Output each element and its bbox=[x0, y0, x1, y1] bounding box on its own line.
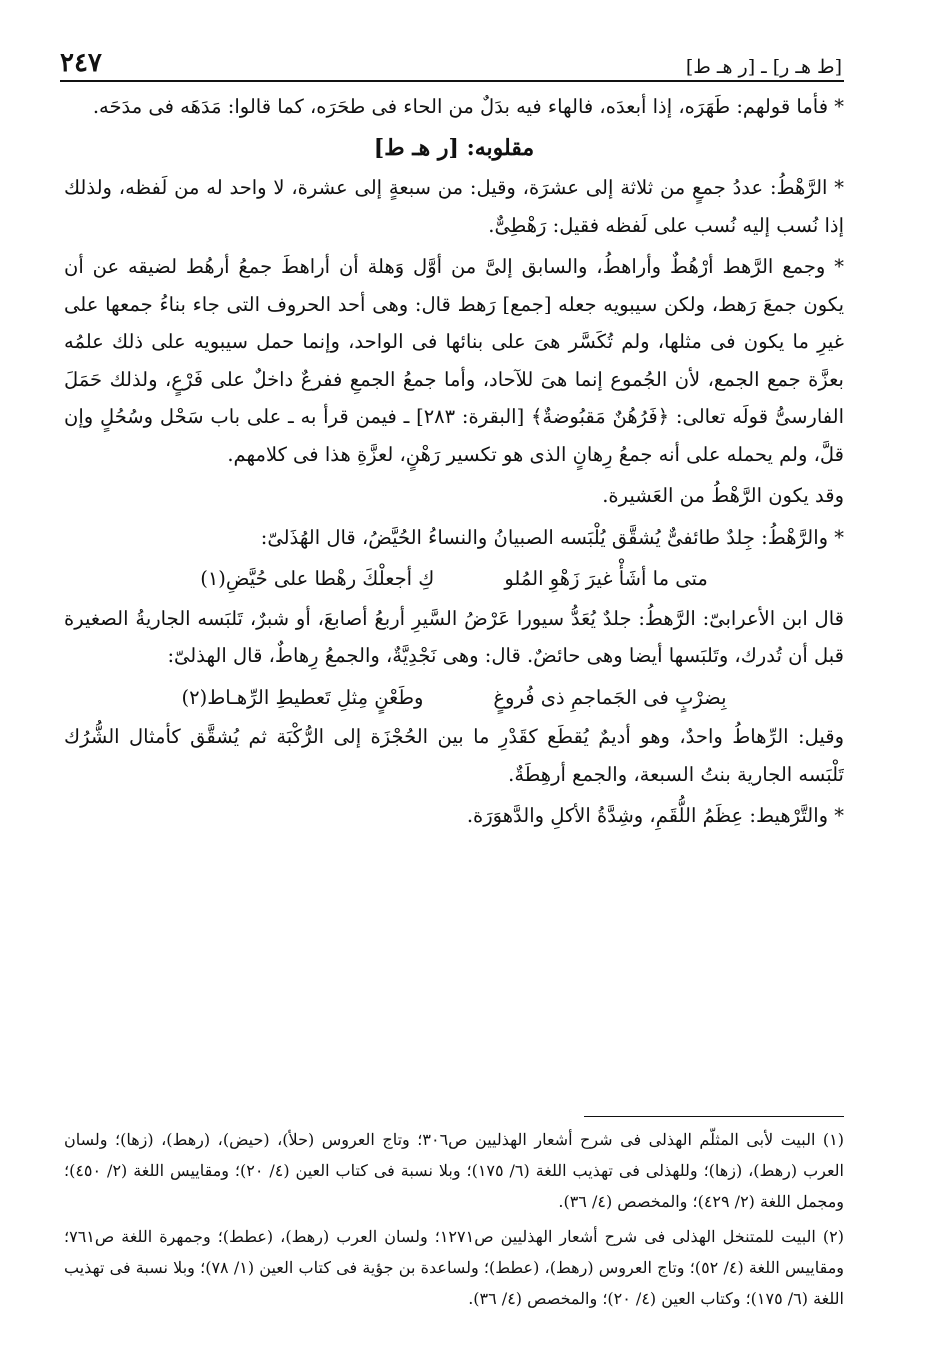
footnote: (٢) البيت للمتنخل الهذلى فى شرح أشعار الهذليين ص١٢٧١؛ ولسان العرب (رهط)، (عطط)؛ وجمهرة اللغة ص٧٦١؛ ومقاييس اللغة (٤/ ٥٢)؛ وتاج العروس (رهط)، (عطط)؛ ولساعدة بن جؤية فى كتاب العين (١/ ٧٨)؛ وبلا نسبة فى تهذيب اللغة (٦/ ١٧٥)؛ وكتاب العين (٤/ ٢٠)؛ والمخصص (٤/ ٣٦). bbox=[64, 1227, 844, 1308]
header-rule bbox=[60, 80, 844, 82]
main-text bbox=[64, 88, 844, 1108]
paragraph: * الرَّهْطُ: عددُ جمعٍ من ثلاثة إلى عشرَة، وقيل: من سبعةٍ إلى عشرة، لا واحد له من لَفظه، ولذلك إذا نُسب إليه نُسب على لَفظه فقيل: رَهْطِىٌّ. bbox=[64, 176, 844, 237]
paragraph: * فأما قولهم: طَهَرَه، إذا أبعدَه، فالهاء فيه بدَلٌ من الحاء فى طحَرَه، كما قالوا: مَدَهَه فى مدَحَه. bbox=[92, 95, 844, 118]
verse-line bbox=[64, 560, 844, 598]
page-header bbox=[60, 28, 842, 78]
verse-hemistich-first: متى ما أشَأْ غيرَ زَهْوِ المُلو bbox=[504, 567, 708, 590]
paragraph: قال ابن الأعرابىّ: الرَّهطُ: جلدٌ يُعَدُّ سيورا عَرْضُ السَّيرِ أربعُ أصابعَ، أو شبرٌ، تَلبَسه الجاريةُ الصغيرة قبل أن تُدرك، وتَلبَسها أيضا وهى حائضٌ. قال: وهى نَجْدِيَّةٌ، والجمعُ رِهاطٌ، قال الهذلىّ: bbox=[64, 606, 844, 667]
page-number: ٢٤٧ bbox=[60, 48, 102, 78]
footnote: (١) البيت لأبى المثلّم الهذلى فى شرح أشعار الهذليين ص٣٠٦؛ وتاج العروس (حلأ)، (حيض)، (رهط)، (زها)؛ ولسان العرب (رهط)، (زها)؛ وللهذلى فى تهذيب اللغة (٦/ ١٧٥)؛ وبلا نسبة فى كتاب العين (٤/ ٢٠)؛ ومقاييس اللغة (٢/ ٤٥٠)؛ ومجمل اللغة (٢/ ٤٢٩)؛ والمخصص (٤/ ٣٦). bbox=[64, 1130, 844, 1211]
paragraph: * وجمع الرَّهط أرْهُطٌ وأراهطُ، والسابق إلىَّ من أوَّل وَهلة أن أراهطَ جمعُ أرهُط لضيقه عن أن يكون جمعَ رَهط، ولكن سيبويه جعله [جمع] رَهط قال: وهى أحد الحروف التى جاء بناءُ جمعها على غيرِ ما يكون فى مثلها، ولم تُكَسَّر هىَ على بنائها فى الواحد، وإنما حمل سيبويه على ذلك علمُه بعزَّة جمع الجمع، لأن الجُموع إنما هىَ للآحاد، وأما جمعُ الجمعِ ففرعٌ داخلٌ على فَرْعٍ، ولذلك حَمَلَ الفارسىُّ قولَه تعالى: ﴿فَرُهُنٌ مَقبُوضةٌ﴾ [البقرة: ٢٨٣] ـ فيمن قرأ به ـ على باب سَحْل وسُحُلٍ وإن قلَّ، ولم يحمله على أنه جمعُ رِهانٍ الذى هو تكسير رَهْنٍ، لعزَّةِ هذا فى كلامهم. bbox=[64, 255, 844, 466]
entry-heading: مقلوبه: [ر هـ ط] bbox=[373, 134, 535, 161]
verse-hemistich-first: بِضرْبٍ فى الجَماجمِ ذى فُروغٍ bbox=[493, 685, 727, 709]
paragraph: وقيل: الرِّهاطُ واحدٌ، وهو أديمٌ يُقطَع كقَدْرِ ما بين الحُجْزَة إلى الرُّكْبَة ثم يُشقَّق كأمثال الشُّرُك تَلْبَسه الجارية بنتُ السبعة، والجمع أرهِطَةٌ. bbox=[64, 725, 844, 786]
verse-hemistich-second: وطَعْنٍ مِثلِ تَعطيطِ الرِّهـاط(٢) bbox=[181, 685, 424, 709]
paragraph: وقد يكون الرَّهْطُ من العَشيرة. bbox=[602, 484, 844, 507]
footnote-rule bbox=[584, 1116, 844, 1117]
paragraph: * والتَّرْهيط: عِظَمُ اللُّقَمِ، وشِدَّةُ الأكلِ والدَّهوَرَة. bbox=[466, 804, 844, 827]
verse-line bbox=[64, 679, 844, 717]
footnotes bbox=[64, 1124, 844, 1324]
section-range: [ط هـ ر] ـ [ر هـ ط] bbox=[685, 56, 842, 78]
paragraph: * والرَّهْطُ: جِلدٌ طائفىٌّ يُشقَّق يُلْبَسه الصبيانُ والنساءُ الحُيَّضُ، قال الهُذَلىّ: bbox=[260, 525, 844, 549]
verse-hemistich-second: كِ أجعلْكَ رهْطا على حُيَّضِ(١) bbox=[200, 567, 435, 590]
